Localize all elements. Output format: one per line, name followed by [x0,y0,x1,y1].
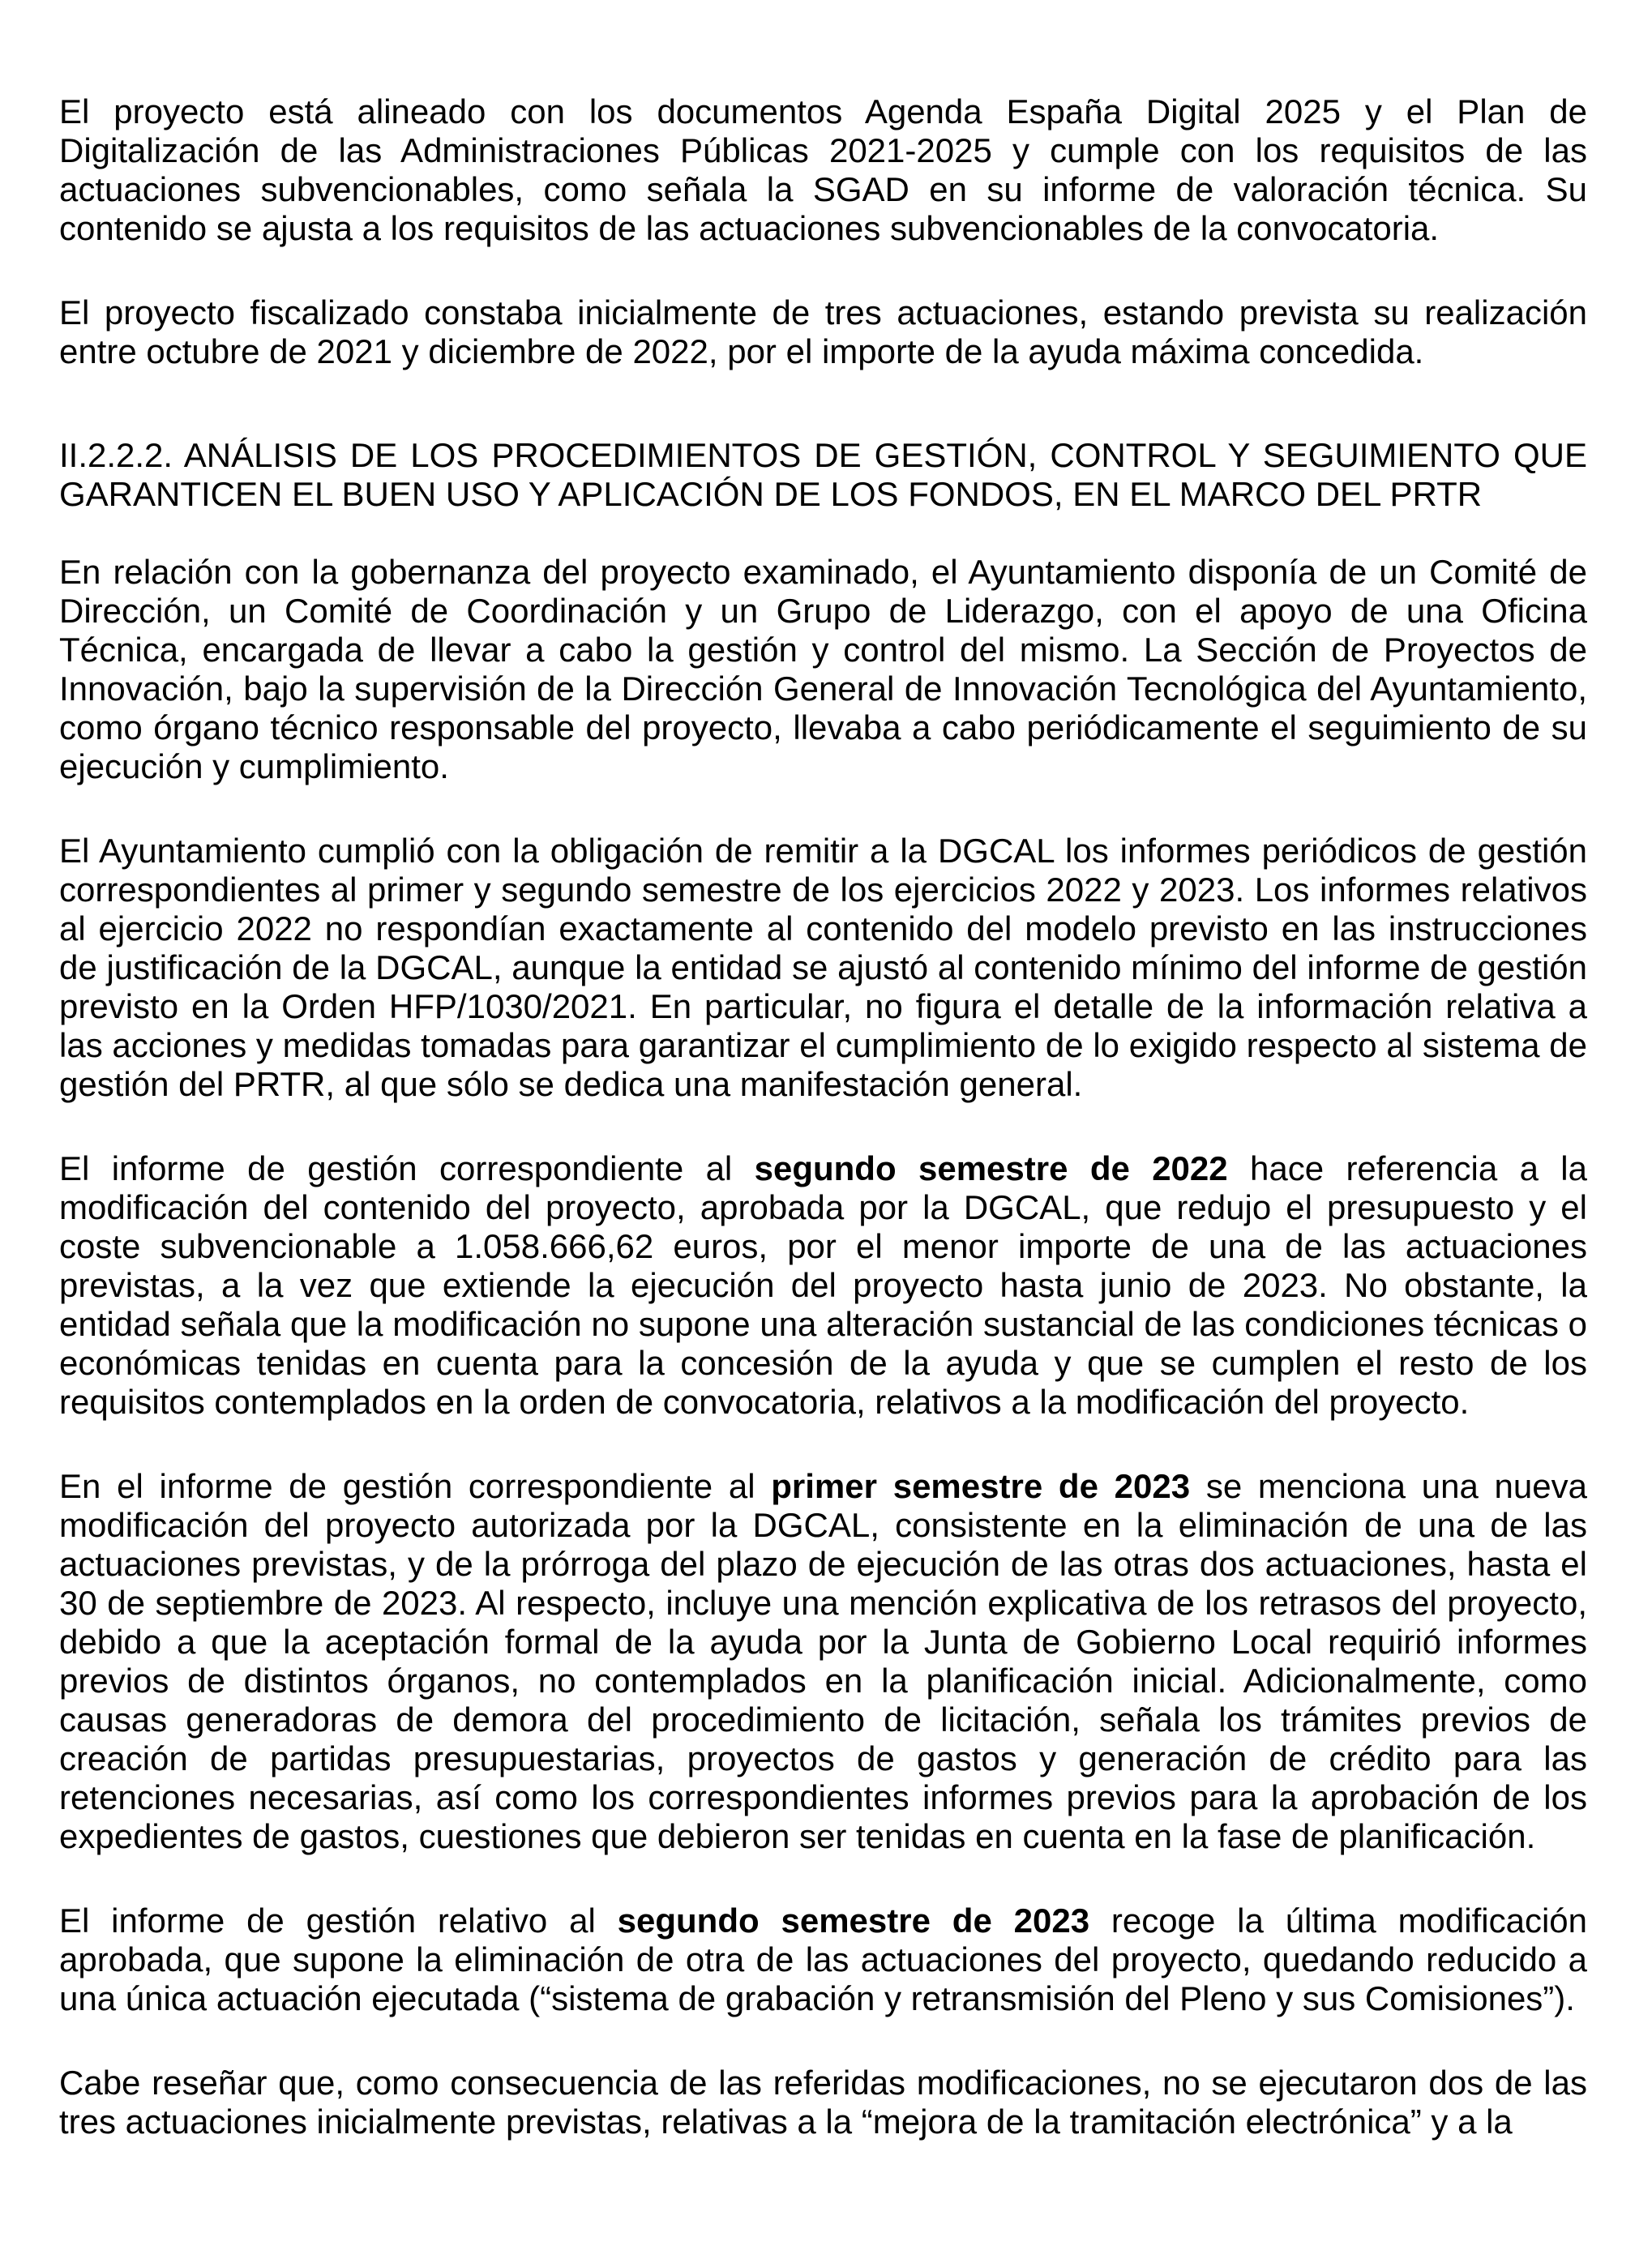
text-run: hace referencia a la modificación del contenido del proyecto, aprobada por la DGCAL, que redujo el presupuesto y el coste subvencionable a 1.058.666,62 euros, por el menor importe de una de las actuaciones previstas, a la vez que extiende la ejecución del proyecto hasta junio de 2023. No obstante, la entidad señala que la modificación no supone una alteración sustancial de las condiciones técnicas o económicas tenidas en cuenta para la concesión de la ayuda y que se cumplen el resto de los requisitos contemplados en la orden de convocatoria, relativos a la modificación del proyecto. [59,1149,1587,1421]
text-run: se menciona una nueva modificación del proyecto autorizada por la DGCAL, consistente en la eliminación de una de las actuaciones previstas, y de la prórroga del plazo de ejecución de las otras dos actuaciones, hasta el 30 de septiembre de 2023. Al respecto, incluye una mención explicativa de los retrasos del proyecto, debido a que la aceptación formal de la ayuda por la Junta de Gobierno Local requirió informes previos de distintos órganos, no contemplados en la planificación inicial. Adicionalmente, como causas generadoras de demora del procedimiento de licitación, señala los trámites previos de creación de partidas presupuestarias, proyectos de gastos y generación de crédito para las retenciones necesarias, así como los correspondientes informes previos para la aprobación de los expedientes de gastos, cuestiones que debieron ser tenidas en cuenta en la fase de planificación. [59,1467,1587,1855]
text-run: El informe de gestión relativo al [59,1901,618,1940]
text-run: El Ayuntamiento cumplió con la obligación de remitir a la DGCAL los informes periódicos de gestión correspondientes al primer y segundo semestre de los ejercicios 2022 y 2023. Los informes relativos al ejercicio 2022 no respondían exactamente al contenido del modelo previsto en las instrucciones de justificación de la DGCAL, aunque la entidad se ajustó al contenido mínimo del informe de gestión previsto en la Orden HFP/1030/2021. En particular, no figura el detalle de la información relativa a las acciones y medidas tomadas para garantizar el cumplimiento de lo exigido respecto al sistema de gestión del PRTR, al que sólo se dedica una manifestación general. [59,832,1587,1103]
paragraph-6 [59,1467,1587,1856]
bold-run: primer semestre de 2023 [771,1467,1191,1505]
text-run: recoge la última modificación aprobada, que supone la eliminación de otra de las actuaciones del proyecto, quedando reducido a una única actuación ejecutada (“sistema de grabación y retransmisión del Pleno y sus Comisiones”). [59,1901,1588,2017]
bold-run: segundo semestre de 2022 [754,1149,1228,1187]
text-run: En relación con la gobernanza del proyecto examinado, el Ayuntamiento disponía de un Comité de Dirección, un Comité de Coordinación y un Grupo de Liderazgo, con el apoyo de una Oficina Técnica, encargada de llevar a cabo la gestión y control del mismo. La Sección de Proyectos de Innovación, bajo la supervisión de la Dirección General de Innovación Tecnológica del Ayuntamiento, como órgano técnico responsable del proyecto, llevaba a cabo periódicamente el seguimiento de su ejecución y cumplimiento. [59,553,1587,785]
text-run: Cabe reseñar que, como consecuencia de las referidas modificaciones, no se ejecutaron dos de las tres actuaciones inicialmente previstas, relativas a la “mejora de la tramitación electrónica” y a la [59,2064,1587,2141]
paragraph-1 [59,92,1587,248]
paragraph-7 [59,1901,1587,2018]
text-run: El proyecto fiscalizado constaba inicialmente de tres actuaciones, estando prevista su realización entre octubre de 2021 y diciembre de 2022, por el importe de la ayuda máxima concedida. [59,293,1587,370]
text-run: En el informe de gestión correspondiente al [59,1467,772,1505]
document-content [59,92,1587,2187]
text-run: El proyecto está alineado con los documentos Agenda España Digital 2025 y el Plan de Digitalización de las Administraciones Públicas 2021-2025 y cumple con los requisitos de las actuaciones subvencionables, como señala la SGAD en su informe de valoración técnica. Su contenido se ajusta a los requisitos de las actuaciones subvencionables de la convocatoria. [59,92,1587,247]
bold-run: segundo semestre de 2023 [617,1901,1090,1940]
paragraph-8 [59,2064,1587,2141]
paragraph-4 [59,832,1587,1104]
text-run: El informe de gestión correspondiente al [59,1149,755,1187]
text-run: II.2.2.2. ANÁLISIS DE LOS PROCEDIMIENTOS DE GESTIÓN, CONTROL Y SEGUIMIENTO QUE GARANTICEN EL BUEN USO Y APLICACIÓN DE LOS FONDOS, EN EL MARCO DEL PRTR [59,436,1587,513]
section-heading [59,436,1587,514]
paragraph-2 [59,293,1587,371]
paragraph-3 [59,553,1587,786]
paragraph-5 [59,1149,1587,1422]
